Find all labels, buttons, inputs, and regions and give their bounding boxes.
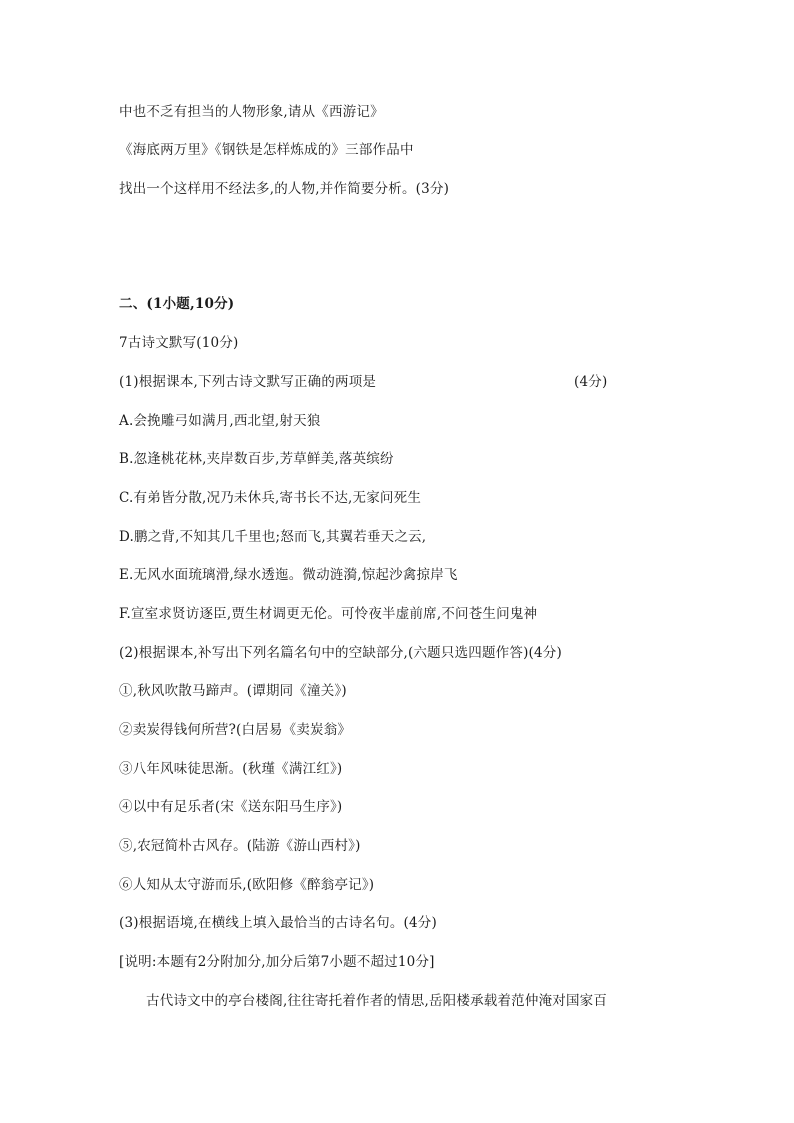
intro-line-2: 《海底两万里》《钢铁是怎样炼成的》三部作品中 (119, 142, 414, 158)
part1-prompt: (1)根据课本,下列古诗文默写正确的两项是 (119, 374, 377, 390)
option-e: E.无风水面琉璃滑,绿水透迤。微动涟漪,惊起沙禽掠岸飞 (119, 567, 458, 583)
fill-item-4: ④以中有足乐者(宋《送东阳马生序》) (119, 799, 343, 815)
fill-item-5: ⑤,农冠简朴古风存。(陆游《游山西村》) (119, 838, 361, 854)
option-f: F.宣室求贤访逐臣,贾生材调更无伦。可怜夜半虚前席,不问苍生问鬼神 (119, 606, 538, 622)
option-d: D.鹏之背,不知其几千里也;怒而飞,其翼若垂天之云, (119, 529, 427, 545)
option-a: A.会挽雕弓如满月,西北望,射天狼 (119, 413, 321, 429)
question-title: 7古诗文默写(10分) (119, 335, 239, 351)
intro-line-1: 中也不乏有担当的人物形象,请从《西游记》 (119, 104, 384, 120)
part3-prompt: (3)根据语境,在横线上填入最恰当的古诗名句。(4分) (119, 915, 437, 931)
fill-item-1: ①,秋风吹散马蹄声。(谭期同《潼关》) (119, 683, 347, 699)
part3-note: [说明:本题有2分附加分,加分后第7小题不超过10分] (119, 954, 435, 970)
fill-item-6: ⑥人知从太守游而乐,(欧阳修《醉翁亭记》) (119, 877, 375, 893)
intro-line-3: 找出一个这样用不经法多,的人物,并作简要分析。(3分) (119, 181, 450, 197)
part3-paragraph: 古代诗文中的亭台楼阁,往往寄托着作者的情思,岳阳楼承载着范仲淹对国家百 (146, 993, 608, 1009)
option-c: C.有弟皆分散,况乃未休兵,寄书长不达,无家问死生 (119, 490, 422, 506)
fill-item-2: ②卖炭得钱何所营?(白居易《卖炭翁》 (119, 722, 352, 738)
section-heading: 二、(1小题,10分) (119, 296, 235, 312)
fill-item-3: ③八年风味徒思渐。(秋瑾《满江红》) (119, 761, 343, 777)
part2-prompt: (2)根据课本,补写出下列名篇名句中的空缺部分,(六题只选四题作答)(4分) (119, 645, 562, 661)
part1-score: (4分) (574, 374, 608, 390)
option-b: B.忽逢桃花林,夹岸数百步,芳草鲜美,落英缤纷 (119, 451, 394, 467)
